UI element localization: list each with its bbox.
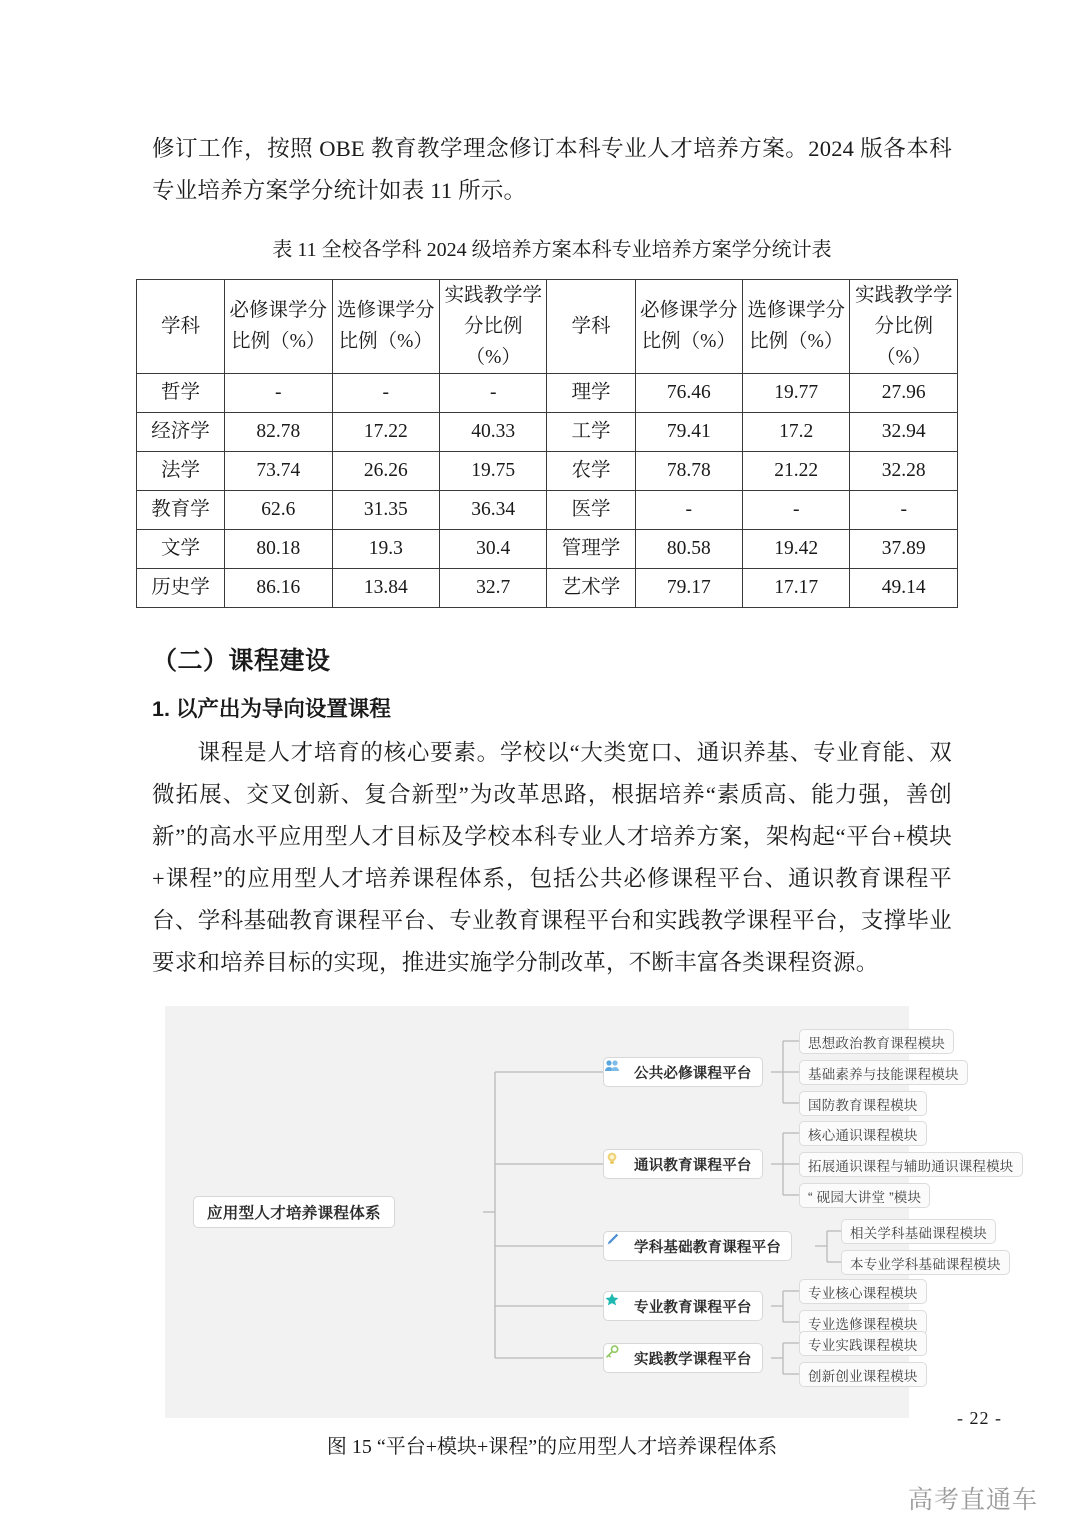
star-icon: [612, 1298, 628, 1314]
cell-elective-left: 19.3: [332, 529, 439, 568]
cell-required-right: 79.17: [635, 568, 742, 607]
mindmap-branch-label: 实践教学课程平台: [634, 1351, 752, 1368]
cell-elective-right: 17.17: [743, 568, 850, 607]
header-required-right-line2: 比例（%）: [641, 331, 736, 352]
cell-practice-right: 27.96: [850, 373, 958, 412]
cell-elective-right: 19.42: [743, 529, 850, 568]
cell-practice-right: 32.28: [850, 451, 958, 490]
cell-elective-left: 26.26: [332, 451, 439, 490]
table-row: [137, 568, 958, 607]
mindmap-leaf-node[interactable]: [799, 1121, 927, 1146]
cell-discipline-right: 管理学: [547, 529, 635, 568]
cell-practice-right: 49.14: [850, 568, 958, 607]
header-practice-right: [850, 279, 958, 373]
mindmap-leaf-label: 思想政治教育课程模块: [808, 1035, 945, 1051]
header-required-left-line1: 必修课学分: [229, 300, 328, 321]
cell-required-left: 82.78: [225, 412, 332, 451]
cell-required-right: 80.58: [635, 529, 742, 568]
watermark: 高考直通车: [907, 1486, 1038, 1514]
figure-caption: 图 15 “平台+模块+课程”的应用型人才培养课程体系: [326, 1436, 778, 1458]
cell-elective-right: -: [743, 490, 850, 529]
mindmap-branch-node-discipline-basic[interactable]: [603, 1231, 792, 1261]
mindmap-leaf-label: 创新创业课程模块: [808, 1368, 918, 1384]
header-discipline-left: 学科: [137, 279, 225, 373]
mindmap-branch-label: 通识教育课程平台: [634, 1157, 752, 1174]
cell-practice-right: 32.94: [850, 412, 958, 451]
header-elective-right-line2: 比例（%）: [749, 331, 844, 352]
cell-practice-left: 36.34: [440, 490, 547, 529]
cell-elective-left: 17.22: [332, 412, 439, 451]
header-practice-right-line2: 分比例（%）: [874, 315, 933, 368]
cell-discipline-left: 经济学: [137, 412, 225, 451]
mindmap-leaf-label: 拓展通识课程与辅助通识课程模块: [808, 1158, 1014, 1174]
table-body: [137, 373, 958, 607]
cell-elective-left: 31.35: [332, 490, 439, 529]
page-number: - 22 -: [957, 1408, 1002, 1428]
mindmap-branch-label: 专业教育课程平台: [634, 1299, 752, 1316]
header-required-right-line1: 必修课学分: [640, 300, 738, 321]
mindmap-leaf-node[interactable]: [799, 1152, 1023, 1177]
section-subheading: 1. 以产出为导向设置课程: [152, 696, 391, 721]
cell-discipline-left: 哲学: [137, 373, 225, 412]
cell-discipline-left: 法学: [137, 451, 225, 490]
header-practice-left-line1: 实践教学学: [444, 284, 542, 306]
cell-discipline-right: 农学: [547, 451, 635, 490]
header-required-left-line2: 比例（%）: [231, 331, 326, 352]
cell-discipline-right: 医学: [547, 490, 635, 529]
mindmap-leaf-node[interactable]: [799, 1060, 968, 1085]
lightbulb-icon: [612, 1156, 628, 1172]
cell-discipline-right: 艺术学: [547, 568, 635, 607]
cell-required-left: -: [225, 373, 332, 412]
cell-elective-right: 19.77: [743, 373, 850, 412]
cell-required-right: 76.46: [635, 373, 742, 412]
header-elective-left: [332, 279, 439, 373]
mindmap-leaf-label: 国防教育课程模块: [808, 1097, 918, 1113]
mindmap-leaf-label: 专业选修课程模块: [808, 1316, 918, 1332]
page-content: [151, 0, 1014, 1462]
mindmap-leaf-label: 相关学科基础课程模块: [850, 1225, 987, 1241]
mindmap-leaf-label: 专业实践课程模块: [808, 1337, 918, 1353]
cell-practice-left: 32.7: [440, 568, 547, 607]
header-required-right: [635, 279, 742, 373]
header-practice-left: [440, 279, 547, 373]
table-row: [137, 490, 958, 529]
cell-discipline-left: 文学: [137, 529, 225, 568]
cell-discipline-right: 理学: [547, 373, 635, 412]
header-practice-left-line2: 分比例（%）: [463, 315, 523, 368]
table-row: [137, 451, 958, 490]
cell-required-left: 86.16: [225, 568, 332, 607]
header-elective-right-line1: 选修课学分: [747, 300, 845, 321]
mindmap-leaf-node[interactable]: [841, 1250, 1010, 1275]
mindmap-leaf-node[interactable]: [799, 1331, 927, 1356]
cell-discipline-left: 历史学: [137, 568, 225, 607]
mindmap-root-label: 应用型人才培养课程体系: [207, 1205, 381, 1222]
header-elective-right: [743, 279, 850, 373]
header-required-left: [225, 279, 332, 373]
mindmap-branch-node-general-education[interactable]: [603, 1149, 763, 1179]
mindmap-leaf-label: 本专业学科基础课程模块: [850, 1256, 1001, 1272]
cell-practice-right: 37.89: [850, 529, 958, 568]
cell-required-right: 79.41: [635, 412, 742, 451]
mindmap-leaf-label: 专业核心课程模块: [808, 1285, 918, 1301]
intro-paragraph: 修订工作，按照 OBE 教育教学理念修订本科专业人才培养方案。2024 版各本科专业培养方案学分统计如表 11 所示。: [152, 136, 952, 203]
key-icon: [612, 1350, 628, 1366]
cell-practice-left: 40.33: [440, 412, 547, 451]
cell-elective-right: 21.22: [743, 451, 850, 490]
mindmap-leaf-node[interactable]: [799, 1091, 927, 1116]
mindmap-leaf-label: 基础素养与技能课程模块: [808, 1066, 959, 1082]
cell-practice-right: -: [850, 490, 958, 529]
paragraph-text: 课程是人才培育的核心要素。学校以“大类宽口、通识养基、专业育能、双微拓展、交叉创新、复合新型”为改革思路，根据培养“素质高、能力强，善创新”的高水平应用型人才目标及学校本科专业人才培养方案，架构起“平台+模块+课程”的应用型人才培养课程体系，包括公共必修课程平台、通识教育课程平台、学科基础教育课程平台、专业教育课程平台和实践教学课程平台，支撑毕业要求和培养目标的实现，推进实施学分制改革，不断丰富各类课程资源。: [152, 739, 952, 975]
group-people-icon: [612, 1064, 628, 1080]
mindmap-leaf-node[interactable]: [799, 1279, 927, 1304]
cell-required-left: 73.74: [225, 451, 332, 490]
mindmap-leaf-node[interactable]: [799, 1029, 954, 1054]
cell-elective-right: 17.2: [743, 412, 850, 451]
header-elective-left-line1: 选修课学分: [337, 300, 435, 321]
cell-practice-left: 19.75: [440, 451, 547, 490]
credit-statistics-table: [136, 279, 958, 608]
mindmap-leaf-node[interactable]: [841, 1219, 996, 1244]
cell-required-left: 80.18: [225, 529, 332, 568]
cell-elective-left: 13.84: [332, 568, 439, 607]
header-practice-right-line1: 实践教学学: [854, 284, 953, 306]
mindmap-branch-label: 学科基础教育课程平台: [634, 1239, 781, 1256]
mindmap-branch-node-public-required[interactable]: [603, 1057, 763, 1087]
cell-elective-left: -: [332, 373, 439, 412]
section-paragraph: [152, 732, 952, 984]
table-caption: 表 11 全校各学科 2024 级培养方案本科专业培养方案学分统计表: [272, 238, 832, 261]
table-row: [137, 412, 958, 451]
header-elective-left-line2: 比例（%）: [338, 331, 433, 352]
section-heading: （二）课程建设: [152, 646, 331, 675]
cell-required-right: -: [635, 490, 742, 529]
cell-required-left: 62.6: [225, 490, 332, 529]
mindmap-branch-node-major-education[interactable]: [603, 1291, 763, 1321]
cell-practice-left: -: [440, 373, 547, 412]
mindmap-root-node[interactable]: [193, 1196, 395, 1228]
table-row: [137, 373, 958, 412]
table-row: [137, 529, 958, 568]
mindmap-branch-node-practice-teaching[interactable]: [603, 1343, 763, 1373]
cell-discipline-right: 工学: [547, 412, 635, 451]
mindmap-leaf-node[interactable]: [799, 1362, 927, 1387]
mindmap-branch-label: 公共必修课程平台: [634, 1065, 752, 1082]
mindmap-leaf-node[interactable]: [799, 1183, 930, 1208]
cell-discipline-left: 教育学: [137, 490, 225, 529]
mindmap-leaf-label: 核心通识课程模块: [808, 1127, 918, 1143]
table-header-row: [137, 279, 958, 373]
mindmap-leaf-label: “ 砚园大讲堂 ”模块: [808, 1189, 922, 1205]
header-discipline-right: 学科: [547, 279, 635, 373]
cell-practice-left: 30.4: [440, 529, 547, 568]
cell-required-right: 78.78: [635, 451, 742, 490]
pencil-icon: [612, 1238, 628, 1254]
